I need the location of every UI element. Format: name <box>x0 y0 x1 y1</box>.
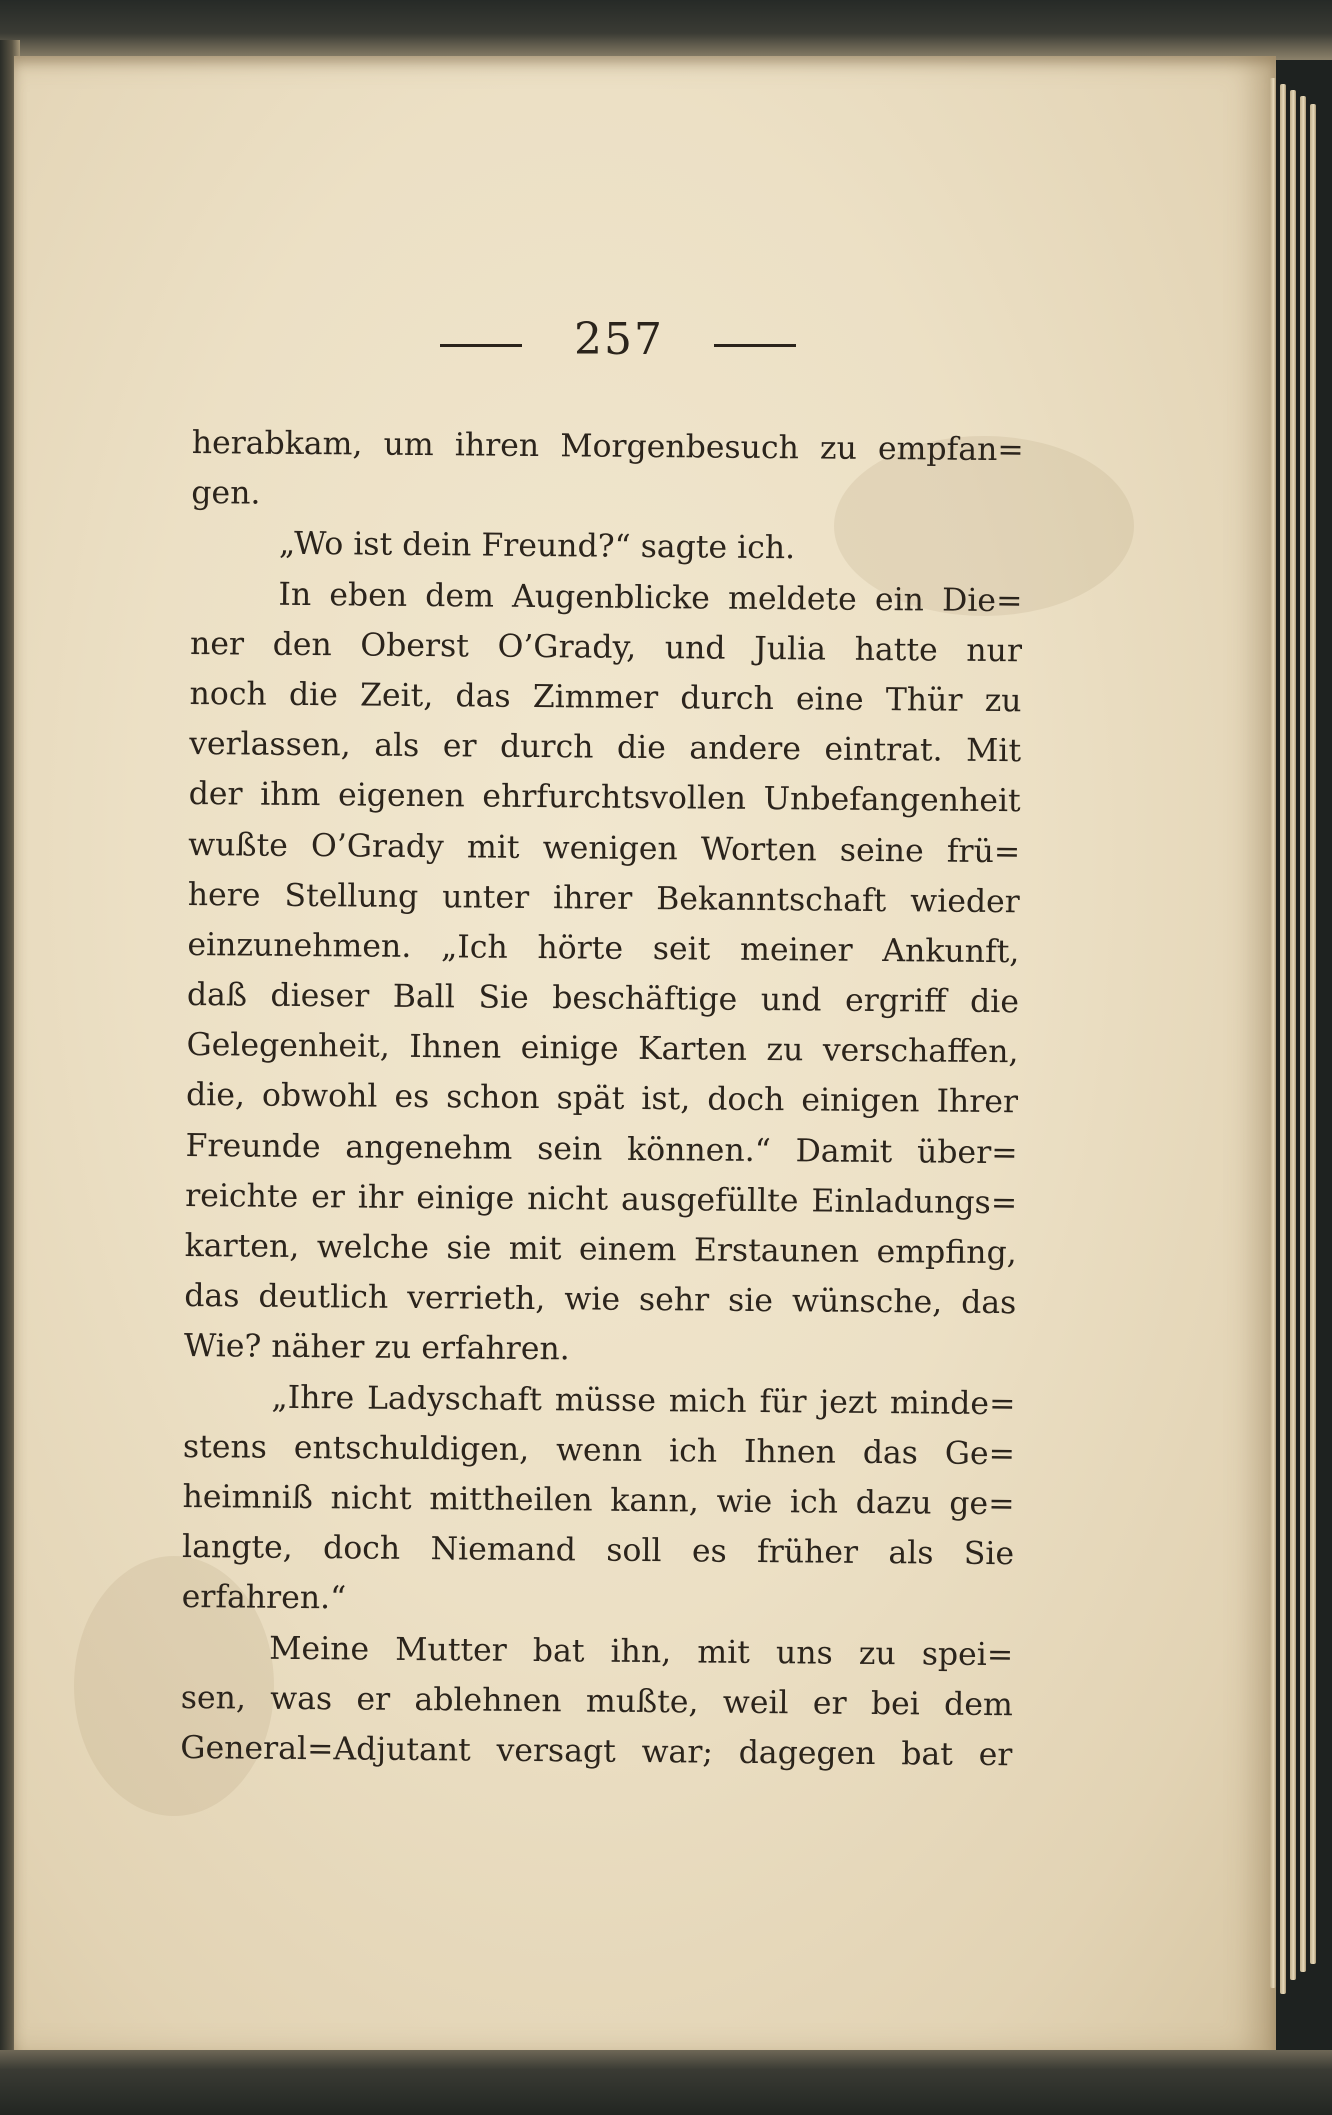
page-edge-stack <box>1280 84 1286 1994</box>
text-line: das deutlich verrieth, wie sehr sie wünsche, das <box>184 1278 1017 1322</box>
text-line: Meine Mutter bat ihn, mit uns zu spei= <box>269 1630 1014 1673</box>
text-line: ner den Oberst O’Grady, und Julia hatte nur <box>189 625 1023 670</box>
text-line: der ihm eigenen ehrfurchtsvollen Unbefangenheit <box>188 776 1021 820</box>
text-line: sen, was er ablehnen mußte, weil er bei dem <box>180 1679 1013 1723</box>
text-line: In eben dem Augenblicke meldete ein Die= <box>278 576 1023 619</box>
page-header <box>14 314 1214 374</box>
book-cover-bottom-edge <box>0 2050 1332 2115</box>
text-line: „Ihre Ladyschaft müsse mich für jezt minde= <box>271 1379 1016 1422</box>
text-line: daß dieser Ball Sie beschäftige und ergriff die <box>186 977 1020 1021</box>
text-line: verlassen, als er durch die andere eintrat. Mit <box>188 726 1022 770</box>
text-line: Wie? näher zu erfahren. <box>183 1328 570 1368</box>
page-edge-stack <box>1300 96 1306 1972</box>
book-cover-top-edge <box>0 0 1332 60</box>
text-line: Freunde angenehm sein können.“ Damit über= <box>185 1127 1018 1171</box>
page-edge-stack <box>1270 78 1276 1988</box>
header-rule-right <box>714 344 796 347</box>
text-line: wußte O’Grady mit wenigen Worten seine frü= <box>188 826 1021 870</box>
text-line: gen. <box>191 475 261 512</box>
text-line: die, obwohl es schon spät ist, doch einigen Ihrer <box>185 1077 1019 1121</box>
text-line: noch die Zeit, das Zimmer durch eine Thür zu <box>189 675 1022 720</box>
text-line: General=Adjutant versagt war; dagegen bat er <box>180 1729 1013 1774</box>
book-page <box>14 56 1276 2056</box>
page-edge-stack <box>1290 90 1296 1980</box>
text-line: heimniß nicht mittheilen kann, wie ich dazu ge= <box>182 1478 1015 1523</box>
text-line: here Stellung unter ihrer Bekanntschaft wieder <box>187 876 1020 920</box>
page-number: 257 <box>574 314 664 365</box>
text-line: erfahren.“ <box>181 1579 347 1617</box>
text-line: reichte er ihr einige nicht ausgefüllte Einladungs= <box>185 1177 1018 1222</box>
text-line: herabkam, um ihren Morgenbesuch zu empfan= <box>191 424 1024 469</box>
text-line: karten, welche sie mit einem Erstaunen empfing, <box>184 1227 1017 1272</box>
text-line: einzunehmen. „Ich hörte seit meiner Ankunft, <box>187 926 1020 971</box>
header-rule-left <box>440 344 522 347</box>
text-line: „Wo ist dein Freund?“ sagte ich. <box>278 526 796 567</box>
text-line: Gelegenheit, Ihnen einige Karten zu verschaffen, <box>186 1027 1019 1071</box>
text-line: stens entschuldigen, wenn ich Ihnen das Ge= <box>182 1428 1016 1472</box>
body-text <box>180 418 1024 1780</box>
page-edge-stack <box>1310 104 1316 1964</box>
text-line: langte, doch Niemand soll es früher als Sie <box>181 1529 1015 1573</box>
